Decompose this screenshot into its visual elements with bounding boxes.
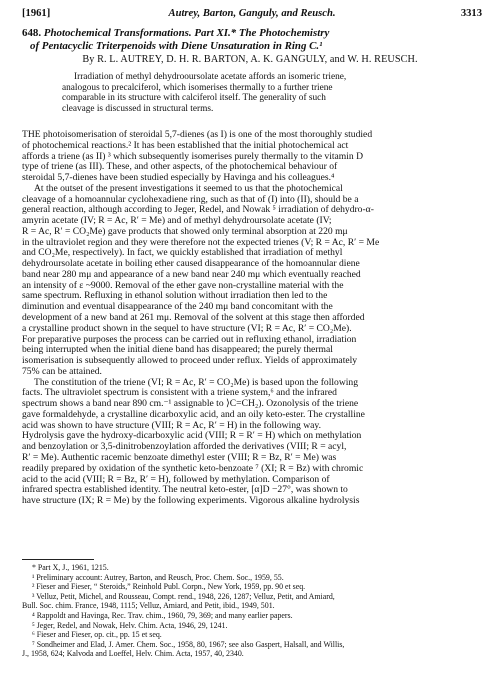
footnote: ⁵ Jeger, Redel, and Nowak, Helv. Chim. Acta, 1946, 29, 1241. <box>32 620 228 630</box>
paragraph-outset <box>22 184 480 378</box>
text-line: amyrin acetate (IV; R = Ac, R′ = Me) and of methyl dehydroursolate acetate (IV; <box>22 215 332 227</box>
footnote: ² Fieser and Fieser, “ Steroids,” Reinhold Publ. Corpn., New York, 1959, pp. 90 et seq. <box>32 582 306 592</box>
page-number: 3313 <box>460 8 482 19</box>
author-byline: By R. L. AUTREY, D. H. R. BARTON, A. K. GANGULY, and W. H. REUSCH. <box>82 54 418 65</box>
footnote-continuation: J., 1958, 624; Kalvoda and Loeffel, Helv. Chim. Acta, 1957, 40, 2340. <box>22 649 244 659</box>
footnote: ⁷ Sondheimer and Elad, J. Amer. Chem. Soc., 1958, 80, 1967; see also Gaspert, Halsall, and Willis, <box>32 639 345 649</box>
text-line: acid was shown to have structure (VIII; R = Ac, R′ = H) in the following way. <box>22 419 321 431</box>
paragraph-constitution <box>22 378 480 507</box>
text-line: cleavage of a homoannular cyclohexadiene ring, such as that of (I) into (II), should be a <box>22 193 359 205</box>
text-line: gave formaldehyde, a crystalline dicarboxylic acid, and an oily keto-ester. The crystalline <box>22 408 365 420</box>
text-line: and CO₂Me, respectively). In fact, we quickly established that irradiation of methyl <box>22 247 343 259</box>
footnote: * Part X, J., 1961, 1215. <box>32 563 109 572</box>
text-line: isomerisation is subsequently allowed to proceed under reflux. Yields of approximately <box>22 355 358 367</box>
abstract-line: comparable in its structure with calciferol itself. The generality of such <box>62 93 326 104</box>
text-line: band near 280 mμ and appearance of a new band near 240 mμ which eventually reached <box>22 268 361 280</box>
text-line: an intensity of ε ~9000. Removal of the ether gave non-crystalline material with the <box>22 279 344 291</box>
text-line: being interrupted when the initial diene band has disappeared; the purely thermal <box>22 344 333 356</box>
running-head-authors: Autrey, Barton, Ganguly, and Reusch. <box>168 8 336 19</box>
footnote: ³ Velluz, Petit, Michel, and Rousseau, Compt. rend., 1948, 226, 1287; Velluz, Petit, and Amiard, <box>32 591 335 601</box>
text-line: facts. The ultraviolet spectrum is consistent with a triene system,⁶ and the infrared <box>22 387 337 399</box>
text-line: THE photoisomerisation of steroidal 5,7-dienes (as I) is one of the most thoroughly studied <box>22 129 373 140</box>
article-number: 648. <box>22 27 42 39</box>
body-text <box>22 130 480 507</box>
text-line: 75% can be attained. <box>22 365 102 377</box>
text-line: same spectrum. Refluxing in ethanol solution without irradiation then led to the <box>22 290 328 302</box>
text-line: affords a triene (as II) ³ which subsequently isomerises purely thermally to the vitamin D <box>22 150 364 162</box>
text-line: type of triene (as III). These, and other aspects, of the photochemical behaviour of <box>22 161 338 173</box>
text-line: a crystalline product shown in the sequel to have structure (VI; R = Ac, R′ = CO₂Me). <box>22 322 352 334</box>
article-title-line-1: 648. Photochemical Transformations. Part XI.* The Photochemistry <box>22 27 330 39</box>
text-line: infrared spectra established identity. The neutral keto-ester, [α]D −27°, was shown to <box>22 484 348 496</box>
text-line: spectrum shows a band near 890 cm.⁻¹ assignable to ⟩C=CH₂). Ozonolysis of the triene <box>22 398 359 410</box>
paragraph-intro <box>22 130 480 184</box>
text-line: diminution and eventual disappearance of the 240 mμ band concomitant with the <box>22 301 333 313</box>
abstract-line: cleavage is discussed in structural terms. <box>62 103 214 114</box>
footnote-divider <box>22 559 94 560</box>
text-line: acid to the acid (VIII; R = Bz, R′ = H), followed by methylation. Comparison of <box>22 473 330 485</box>
abstract-line: Irradiation of methyl dehydrooursolate acetate affords an isomeric triene, <box>74 72 347 82</box>
running-head <box>22 8 482 22</box>
article-title <box>22 27 482 52</box>
journal-year: [1961] <box>22 8 51 19</box>
text-line: For preparative purposes the process can be carried out in refluxing ethanol, irradiation <box>22 333 357 345</box>
text-line: steroidal 5,7-dienes have been studied especially by Havinga and his colleagues.⁴ <box>22 172 335 184</box>
article-title-line-2: of Pentacyclic Triterpenoids with Diene Unsaturation in Ring C.¹ <box>30 39 323 52</box>
text-line: of photochemical reactions.² It has been established that the initial photochemical act <box>22 139 349 151</box>
text-line: At the outset of the present investigations it seemed to us that the photochemical <box>34 182 343 194</box>
text-line: dehydroursolate acetate in boiling ether caused disappearance of the homoannular diene <box>22 258 360 270</box>
text-line: in the ultraviolet region and they were therefore not the expected trienes (V; R = Ac, R′ = Me <box>22 236 380 248</box>
text-line: have structure (IX; R = Me) by the following experiments. Vigorous alkaline hydrolysis <box>22 495 360 507</box>
footnote: ⁶ Fieser and Fieser, op. cit., pp. 15 et seq. <box>32 630 162 640</box>
footnote-continuation: Bull. Soc. chim. France, 1948, 1115; Velluz, Amiard, and Petit, ibid., 1949, 501. <box>22 601 275 611</box>
abstract <box>62 72 442 114</box>
text-line: R′ = Me). Authentic racemic benzoate dimethyl ester (VIII; R = Bz, R′ = Me) was <box>22 451 337 463</box>
abstract-line: analogous to precalciferol, which isomerises thermally to a further triene <box>62 82 333 93</box>
text-line: The constitution of the triene (VI; R = Ac, R′ = CO₂Me) is based upon the following <box>34 376 359 388</box>
text-line: Hydrolysis gave the hydroxy-dicarboxylic acid (VIII; R = R′ = H) which on methylation <box>22 430 362 442</box>
text-line: readily prepared by oxidation of the synthetic keto-benzoate ⁷ (XI; R = Bz) with chromic <box>22 462 364 474</box>
footnote: ⁴ Rappoldt and Havinga, Rec. Trav. chim., 1960, 79, 369; and many earlier papers. <box>32 610 293 620</box>
text-line: development of a new band at 261 mμ. Removal of the solvent at this stage then afforded <box>22 312 365 324</box>
text-line: and benzoylation or 3,5-dinitrobenzoylation afforded the derivatives (VIII; R = acyl, <box>22 441 347 453</box>
text-line: R = Ac, R′ = CO₂Me) gave products that showed only terminal absorption at 220 mμ <box>22 225 348 237</box>
footnote: ¹ Preliminary account: Autrey, Barton, and Reusch, Proc. Chem. Soc., 1959, 55. <box>32 572 284 582</box>
footnotes <box>22 563 482 659</box>
text-line: general reaction, although according to Jeger, Redel, and Nowak ⁵ irradiation of dehydro-α- <box>22 204 374 216</box>
